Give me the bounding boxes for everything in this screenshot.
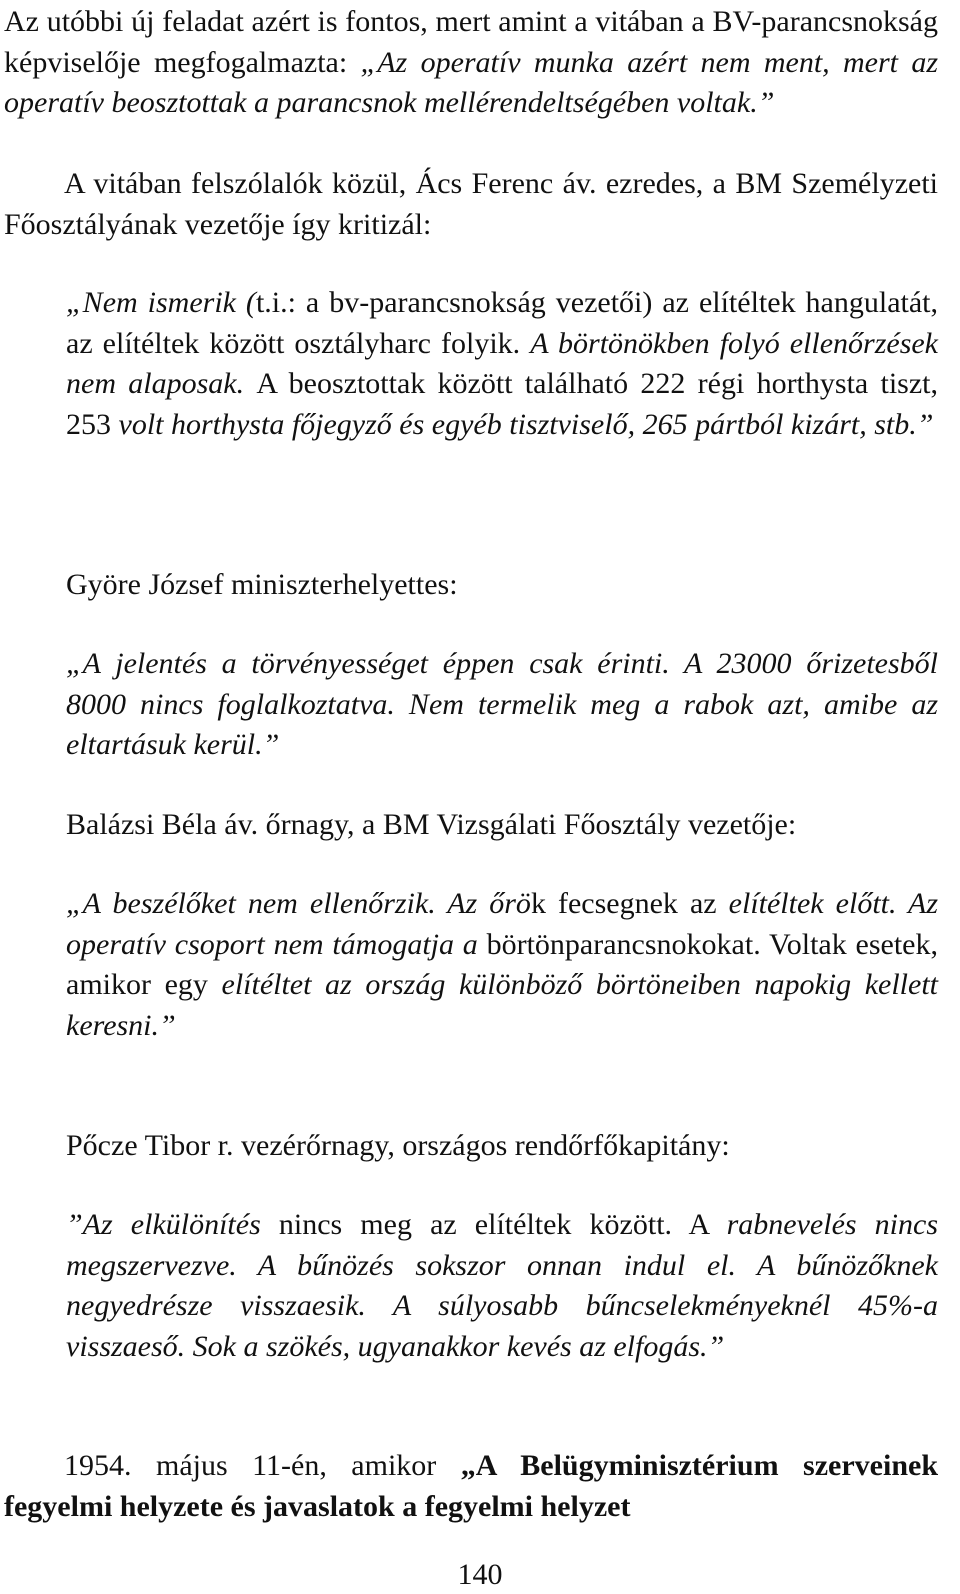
paragraph-critique-intro: A vitában felszólalók közül, Ács Ferenc áv. ezredes, a BM Személyzeti Főosztályának vezetője így kritizál:	[4, 167, 938, 241]
quote-acs-ferenc	[66, 283, 938, 445]
page-number: 140	[457, 1558, 503, 1591]
paragraph-closing-title: „A Belügyminisztérium szerveinek fegyelmi helyzete és javaslatok a fegyelmi helyzet	[4, 1449, 939, 1523]
speaker-gyore-jozsef: Györe József miniszterhelyettes:	[66, 568, 458, 601]
paragraph-intro-quote: „Az operatív munka azért nem ment, mert az operatív beosztottak a parancsnok mellérendeltségében voltak.”	[4, 45, 938, 119]
speaker-balazsi-bela: Balázsi Béla áv. őrnagy, a BM Vizsgálati Főosztály vezetője:	[66, 808, 797, 841]
quote-gyore-jozsef: „A jelentés a törvényességet éppen csak érinti. A 23000 őrizetesből 8000 nincs foglalkoztatva. Nem termelik meg a rabok azt, amibe az eltartásuk kerül.”	[66, 647, 938, 762]
paragraph-closing-text: 1954. május 11-én, amikor	[64, 1449, 461, 1482]
quote-3-part-3: elítéltek előtt. Az operatív csoport nem támogatja a	[66, 887, 938, 961]
quote-4-part-2: nincs meg az elítéltek között. A	[278, 1208, 727, 1241]
speaker-pocze-tibor: Pőcze Tibor r. vezérőrnagy, országos rendőrfőkapitány:	[66, 1129, 730, 1162]
quote-balazsi-bela	[66, 884, 938, 1046]
quote-3-part-1: „A beszélőket nem ellenőrzik. Az őrö	[66, 887, 531, 920]
quote-1-part-4: A beosztottak között található 222 régi horthysta tiszt, 253	[66, 367, 938, 441]
quote-1-part-1: „Nem ismerik (	[66, 286, 256, 319]
quote-1-part-2: t.i.: a bv-parancsnokság vezetői) az elítéltek hangulatát, az elítéltek között osztályharc folyik.	[66, 286, 938, 360]
quote-pocze-tibor	[66, 1205, 938, 1367]
quote-4-part-3: rabnevelés nincs megszervezve. A bűnözés sokszor onnan indul el. A bűnözőknek negyedrésze visszaesik. A súlyosabb bűncselekményeknél 45%-a visszaeső. Sok a szökés, ugyanakkor kevés az elfogás.”	[66, 1208, 938, 1363]
paragraph-intro-text: Az utóbbi új feladat azért is fontos, mert amint a vitában a BV-parancsnokság képviselője megfogalmazta:	[4, 5, 938, 79]
quote-4-part-1: ”Az elkülönítés	[66, 1208, 279, 1241]
quote-3-part-4: börtönparancsnokokat. Voltak esetek, amikor egy	[66, 927, 938, 1002]
quote-3-part-5: elítéltet az ország különböző börtöneiben napokig kellett keresni.”	[66, 968, 938, 1042]
paragraph-intro	[4, 2, 938, 124]
quote-1-part-3: A börtönökben folyó ellenőrzések nem alaposak.	[66, 326, 939, 401]
quote-3-part-2: k fecsegnek az	[530, 887, 729, 920]
paragraph-closing	[4, 1446, 938, 1527]
quote-1-part-5: volt horthysta főjegyző és egyéb tisztviselő, 265 pártból kizárt, stb.”	[118, 407, 934, 441]
